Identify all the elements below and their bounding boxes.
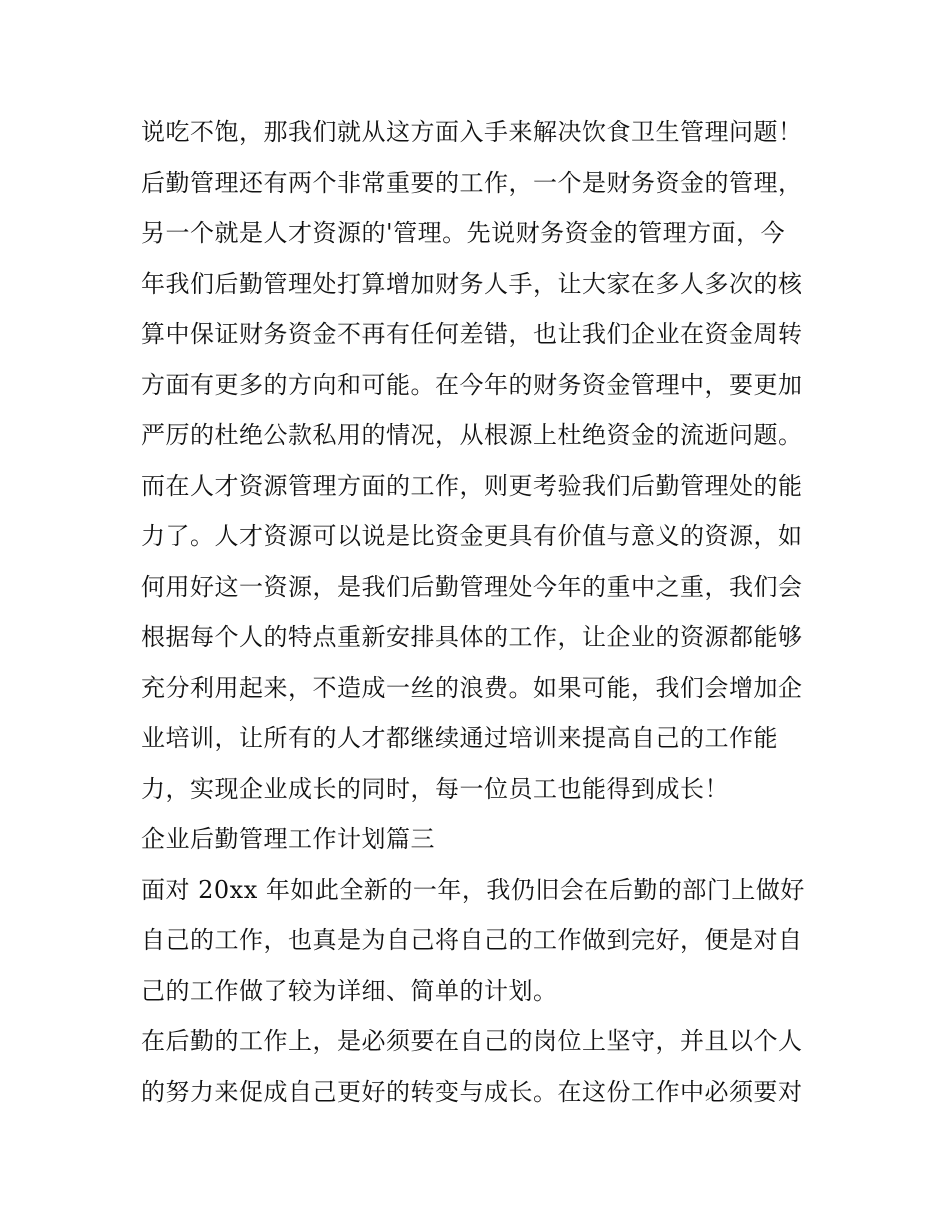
text-line-1: 说吃不饱，那我们就从这方面入手来解决饮食卫生管理问题！ [141, 118, 803, 146]
text-line-6: 方面有更多的方向和可能。在今年的财务资金管理中，要更加 [141, 370, 803, 399]
text-line-18: 己的工作做了较为详细、简单的计划。 [141, 976, 558, 1005]
text-line-13: 业培训，让所有的人才都继续通过培训来提高自己的工作能 [141, 724, 778, 752]
text-line-12: 充分利用起来，不造成一丝的浪费。如果可能，我们会增加企 [141, 673, 803, 702]
text-line-19: 在后勤的工作上，是必须要在自己的岗位上坚守，并且以个人 [141, 1027, 803, 1055]
body-text [141, 107, 821, 1117]
text-line-20: 的努力来促成自己更好的转变与成长。在这份工作中必须要对 [141, 1077, 803, 1106]
text-line-17: 自己的工作，也真是为自己将自己的工作做到完好，便是对自 [141, 926, 803, 954]
text-line-4: 年我们后勤管理处打算增加财务人手，让大家在多人多次的核 [141, 269, 803, 298]
text-line-2: 后勤管理还有两个非常重要的工作，一个是财务资金的管理， [141, 168, 803, 197]
text-line-3: 另一个就是人才资源的'管理。先说财务资金的管理方面，今 [141, 219, 786, 247]
text-line-16: 面对 20xx 年如此全新的一年，我仍旧会在后勤的部门上做好 [141, 875, 805, 904]
text-line-10: 何用好这一资源，是我们后勤管理处今年的重中之重，我们会 [141, 572, 803, 601]
text-line-9: 力了。人才资源可以说是比资金更具有价值与意义的资源，如 [141, 522, 803, 550]
text-line-7: 严厉的杜绝公款私用的情况，从根源上杜绝资金的流逝问题。 [141, 421, 803, 449]
text-line-11: 根据每个人的特点重新安排具体的工作，让企业的资源都能够 [141, 623, 803, 651]
text-line-8: 而在人才资源管理方面的工作，则更考验我们后勤管理处的能 [141, 471, 803, 500]
text-line-14: 力，实现企业成长的同时，每一位员工也能得到成长！ [141, 774, 729, 803]
text-line-5: 算中保证财务资金不再有任何差错，也让我们企业在资金周转 [141, 320, 803, 348]
section-heading: 企业后勤管理工作计划篇三 [141, 825, 435, 853]
